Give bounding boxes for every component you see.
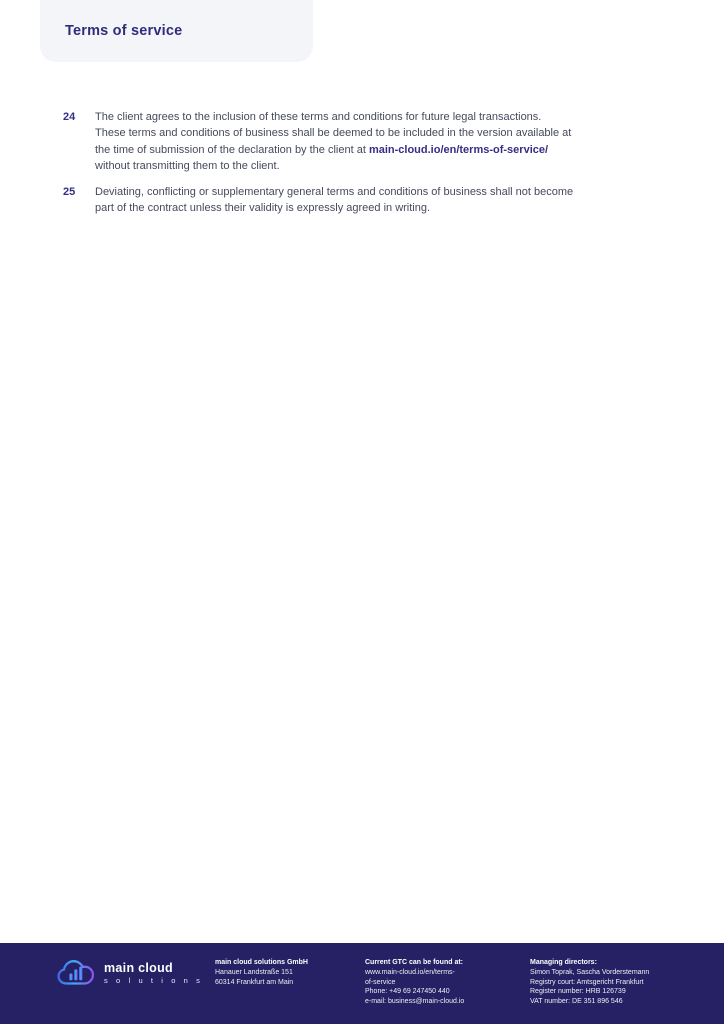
logo-name: main cloud	[104, 961, 173, 975]
paragraph-text: part of the contract unless their validity is expressly agreed in writing.	[95, 202, 431, 215]
paragraph	[63, 184, 693, 217]
logo-subname: s o l u t i o n s	[104, 976, 203, 985]
paragraph-line	[95, 125, 571, 141]
footer-line: Registry court: Amtsgericht Frankfurt	[530, 978, 644, 986]
cloud-bars-logo-icon	[56, 956, 96, 990]
footer-line: www.main-cloud.io/en/terms-	[365, 968, 455, 976]
paragraph-body	[95, 184, 573, 217]
paragraph	[63, 109, 693, 175]
paragraph-number: 24	[63, 111, 76, 123]
paragraph-text: The client agrees to the inclusion of these terms and conditions for future legal transactions.	[95, 111, 542, 123]
footer-column	[365, 958, 464, 1007]
footer-column	[215, 958, 308, 987]
footer-line: VAT number: DE 351 896 546	[530, 998, 623, 1006]
paragraph-text: the time of submission of the declaration by the client at	[95, 143, 369, 156]
footer-column-heading: Current GTC can be found at:	[365, 959, 463, 966]
paragraph-number: 25	[63, 185, 76, 198]
page-footer	[0, 943, 724, 1024]
company-logo-text	[104, 961, 203, 985]
footer-column	[530, 958, 649, 1007]
footer-line: Phone: +49 69 247450 440	[365, 988, 450, 996]
terms-paragraphs	[63, 109, 693, 225]
footer-column-heading: main cloud solutions GmbH	[215, 959, 308, 966]
footer-line: Hanauer Landstraße 151	[215, 968, 293, 976]
page-header-tab	[40, 0, 313, 62]
paragraph-text: These terms and conditions of business shall be deemed to be included in the version available at	[95, 127, 572, 140]
footer-line: of-service	[365, 978, 396, 986]
paragraph-line	[95, 142, 571, 158]
paragraph-text: Deviating, conflicting or supplementary general terms and conditions of business shall not become	[95, 185, 574, 198]
page-title: Terms of service	[65, 23, 183, 39]
footer-line: Register number: HRB 126739	[530, 988, 626, 996]
paragraph-line	[95, 158, 571, 174]
paragraph-line	[95, 109, 571, 125]
terms-of-service-link[interactable]: main-cloud.io/en/terms-of-service/	[368, 143, 549, 156]
paragraph-text: without transmitting them to the client.	[95, 160, 280, 173]
footer-column-heading: Managing directors:	[530, 959, 597, 966]
footer-line: e-mail: business@main-cloud.io	[365, 998, 465, 1006]
footer-line: 60314 Frankfurt am Main	[215, 978, 294, 986]
paragraph-body	[95, 109, 571, 175]
paragraph-line	[95, 184, 573, 200]
paragraph-line	[95, 200, 573, 216]
footer-line: Simon Toprak, Sascha Vorderstemann	[530, 968, 650, 976]
company-logo	[56, 956, 203, 990]
